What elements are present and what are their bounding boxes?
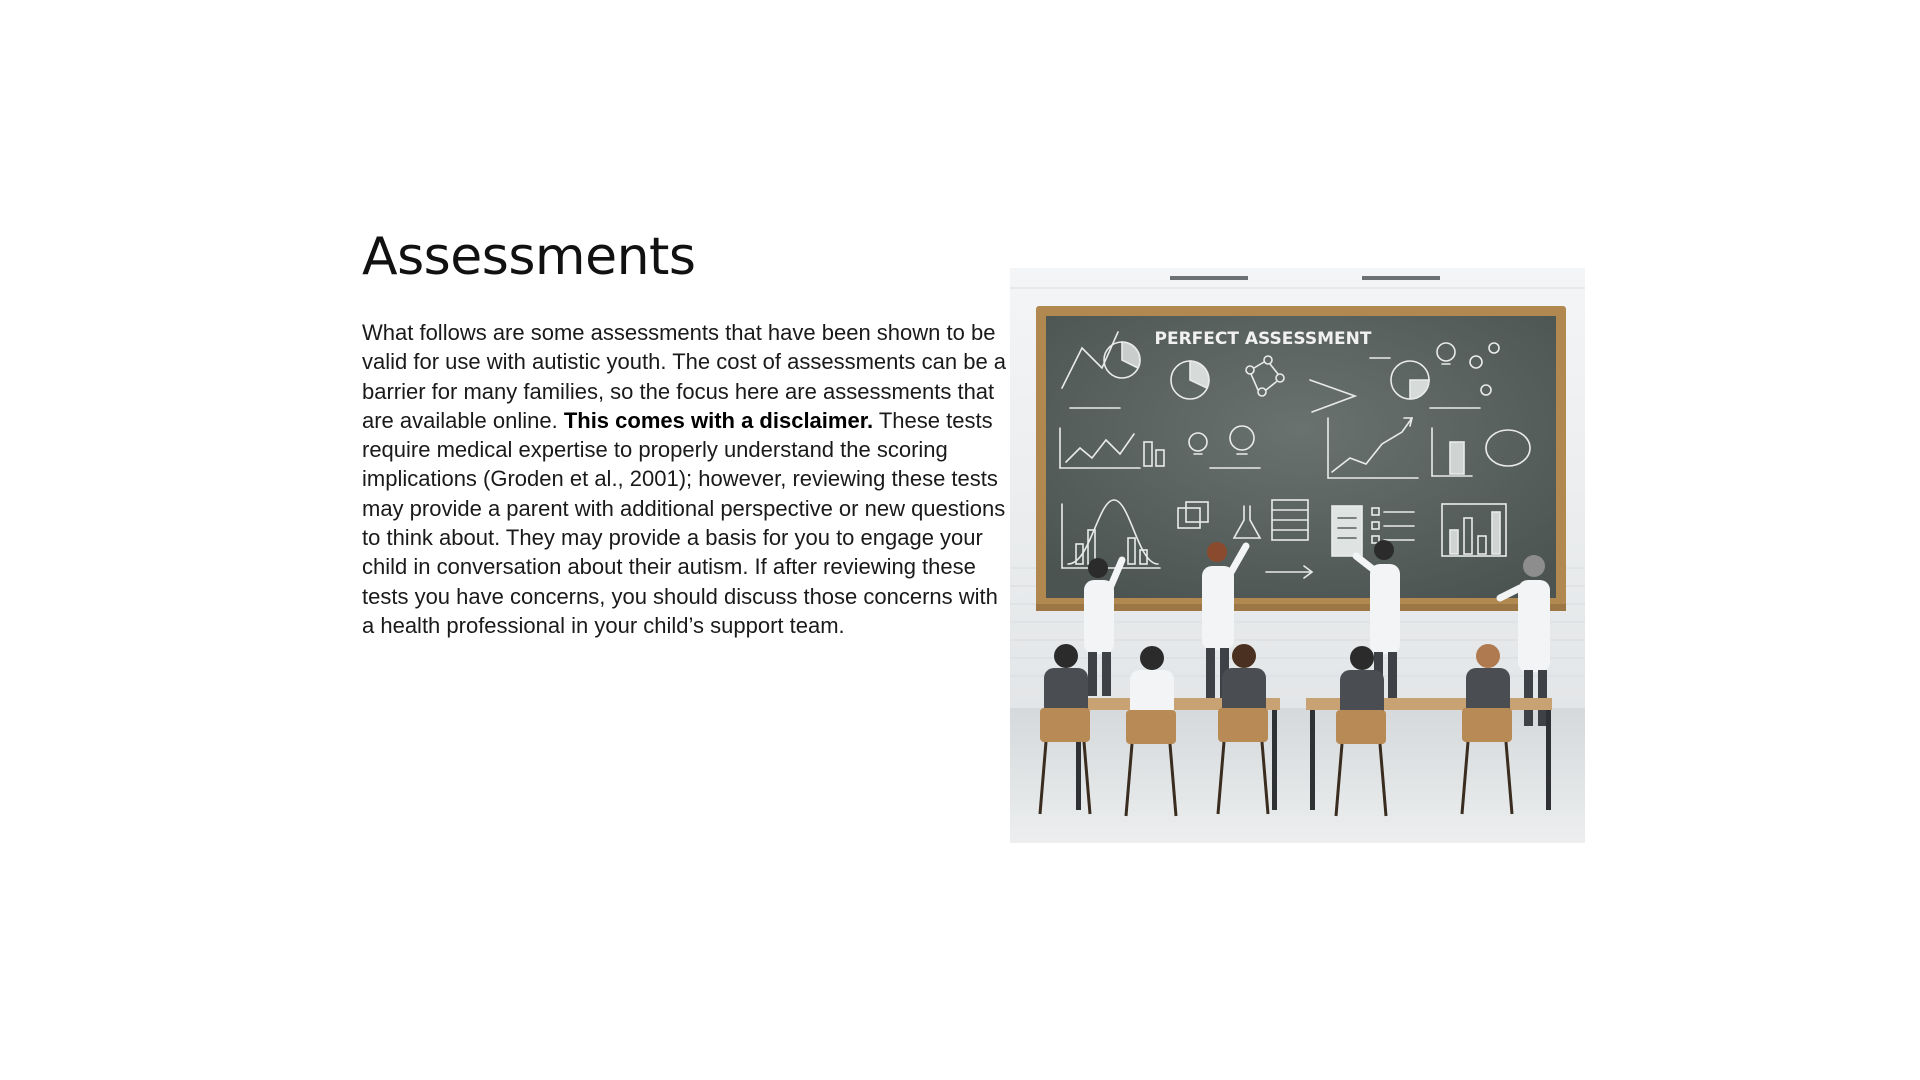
paragraph-intro: What follows are some assessments that have been shown to be valid for use with autistic youth. The cost of assessments can be a barrier for many families, so the focus here are assessments that are available online. bbox=[362, 320, 1007, 433]
body-paragraph bbox=[362, 318, 1012, 640]
slide-title: Assessments bbox=[362, 227, 696, 287]
classroom-illustration-svg bbox=[1010, 268, 1585, 843]
ceiling-light-right bbox=[1362, 276, 1440, 280]
chalk-tray bbox=[1036, 604, 1566, 611]
board-title: PERFECT ASSESSMENT bbox=[1154, 329, 1372, 349]
paragraph-rest: These tests require medical expertise to properly understand the scoring implications (Groden et al., 2001); however, reviewing these tests may provide a parent with additional perspective or new questions to think about. They may provide a basis for you to engage your child in conversation about their autism. If after reviewing these tests you have concerns, you should discuss those concerns with a health professional in your child’s support team. bbox=[362, 407, 1006, 638]
disclaimer-bold: This comes with a disclaimer. bbox=[563, 407, 874, 433]
classroom-illustration bbox=[1010, 268, 1585, 843]
ceiling-light-left bbox=[1170, 276, 1248, 280]
